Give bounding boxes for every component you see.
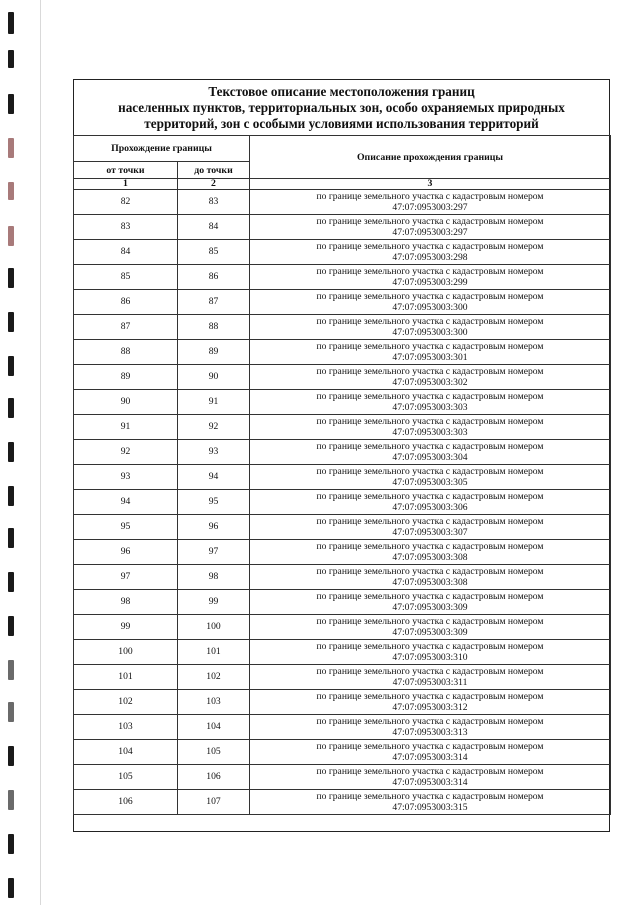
cadastral-number: 47:07:0953003:311 (392, 677, 468, 688)
table-row (74, 465, 611, 490)
description-text: по границе земельного участка с кадастровым номером (316, 190, 544, 202)
cadastral-number: 47:07:0953003:312 (392, 702, 468, 713)
cadastral-number: 47:07:0953003:299 (392, 277, 468, 288)
description-text: по границе земельного участка с кадастровым номером (316, 640, 544, 652)
to-point: 102 (178, 665, 250, 690)
binder-hole (8, 746, 14, 766)
boundary-description (250, 690, 611, 715)
to-point: 103 (178, 690, 250, 715)
table-row (74, 640, 611, 665)
from-point: 91 (74, 415, 178, 440)
to-point: 104 (178, 715, 250, 740)
boundary-table (73, 135, 611, 815)
binder-hole (8, 182, 14, 200)
header-to-point: до точки (178, 162, 250, 179)
description-text: по границе земельного участка с кадастровым номером (316, 365, 544, 377)
from-point: 83 (74, 215, 178, 240)
table-row (74, 515, 611, 540)
cadastral-number: 47:07:0953003:301 (392, 352, 468, 363)
description-text: по границе земельного участка с кадастровым номером (316, 615, 544, 627)
from-point: 90 (74, 390, 178, 415)
table-row (74, 540, 611, 565)
cadastral-number: 47:07:0953003:306 (392, 502, 468, 513)
boundary-description (250, 340, 611, 365)
binder-hole (8, 12, 14, 34)
column-number: 1 (74, 179, 178, 190)
binder-hole (8, 442, 14, 462)
description-text: по границе земельного участка с кадастровым номером (316, 565, 544, 577)
cadastral-number: 47:07:0953003:315 (392, 802, 468, 813)
boundary-description (250, 415, 611, 440)
to-point: 98 (178, 565, 250, 590)
cadastral-number: 47:07:0953003:309 (392, 602, 468, 613)
table-row (74, 340, 611, 365)
boundary-description (250, 390, 611, 415)
from-point: 98 (74, 590, 178, 615)
binder-hole (8, 790, 14, 810)
binder-hole (8, 312, 14, 332)
from-point: 97 (74, 565, 178, 590)
table-row (74, 240, 611, 265)
description-text: по границе земельного участка с кадастровым номером (316, 715, 544, 727)
boundary-description (250, 515, 611, 540)
description-text: по границе земельного участка с кадастровым номером (316, 240, 544, 252)
description-text: по границе земельного участка с кадастровым номером (316, 690, 544, 702)
table-row (74, 590, 611, 615)
binder-hole (8, 528, 14, 548)
cadastral-number: 47:07:0953003:309 (392, 627, 468, 638)
header-from-point: от точки (74, 162, 178, 179)
table-row (74, 790, 611, 815)
table-row (74, 415, 611, 440)
boundary-description (250, 440, 611, 465)
from-point: 100 (74, 640, 178, 665)
boundary-description (250, 790, 611, 815)
to-point: 91 (178, 390, 250, 415)
boundary-description (250, 665, 611, 690)
to-point: 89 (178, 340, 250, 365)
table-row (74, 615, 611, 640)
boundary-description (250, 615, 611, 640)
description-text: по границе земельного участка с кадастровым номером (316, 415, 544, 427)
table-row (74, 440, 611, 465)
boundary-description (250, 715, 611, 740)
cadastral-number: 47:07:0953003:303 (392, 427, 468, 438)
to-point: 107 (178, 790, 250, 815)
from-point: 94 (74, 490, 178, 515)
cadastral-number: 47:07:0953003:300 (392, 302, 468, 313)
description-text: по границе земельного участка с кадастровым номером (316, 740, 544, 752)
to-point: 106 (178, 765, 250, 790)
description-text: по границе земельного участка с кадастровым номером (316, 790, 544, 802)
to-point: 86 (178, 265, 250, 290)
description-text: по границе земельного участка с кадастровым номером (316, 265, 544, 277)
cadastral-number: 47:07:0953003:305 (392, 477, 468, 488)
cadastral-number: 47:07:0953003:314 (392, 752, 468, 763)
from-point: 102 (74, 690, 178, 715)
description-text: по границе земельного участка с кадастровым номером (316, 390, 544, 402)
to-point: 85 (178, 240, 250, 265)
from-point: 87 (74, 315, 178, 340)
description-text: по границе земельного участка с кадастровым номером (316, 315, 544, 327)
from-point: 99 (74, 615, 178, 640)
cadastral-number: 47:07:0953003:297 (392, 227, 468, 238)
to-point: 87 (178, 290, 250, 315)
cadastral-number: 47:07:0953003:302 (392, 377, 468, 388)
cadastral-number: 47:07:0953003:308 (392, 577, 468, 588)
title-line: Текстовое описание местоположения границ (208, 84, 475, 99)
table-row (74, 390, 611, 415)
table-row (74, 665, 611, 690)
table-row (74, 315, 611, 340)
table-row (74, 765, 611, 790)
from-point: 84 (74, 240, 178, 265)
description-text: по границе земельного участка с кадастровым номером (316, 465, 544, 477)
table-row (74, 690, 611, 715)
cadastral-number: 47:07:0953003:298 (392, 252, 468, 263)
cadastral-number: 47:07:0953003:304 (392, 452, 468, 463)
to-point: 94 (178, 465, 250, 490)
binder-hole (8, 138, 14, 158)
binder-hole (8, 572, 14, 592)
cadastral-number: 47:07:0953003:314 (392, 777, 468, 788)
to-point: 92 (178, 415, 250, 440)
boundary-description (250, 190, 611, 215)
cadastral-number: 47:07:0953003:308 (392, 552, 468, 563)
from-point: 101 (74, 665, 178, 690)
column-number: 3 (250, 179, 611, 190)
description-text: по границе земельного участка с кадастровым номером (316, 765, 544, 777)
binder-hole (8, 486, 14, 506)
binder-hole (8, 834, 14, 854)
boundary-description (250, 315, 611, 340)
table-row (74, 365, 611, 390)
binder-hole (8, 268, 14, 288)
binder-hole (8, 94, 14, 114)
description-text: по границе земельного участка с кадастровым номером (316, 215, 544, 227)
boundary-description (250, 290, 611, 315)
description-text: по границе земельного участка с кадастровым номером (316, 665, 544, 677)
from-point: 93 (74, 465, 178, 490)
to-point: 93 (178, 440, 250, 465)
boundary-description (250, 640, 611, 665)
document-frame (73, 79, 610, 832)
header-boundary-description: Описание прохождения границы (250, 136, 611, 179)
description-text: по границе земельного участка с кадастровым номером (316, 515, 544, 527)
description-text: по границе земельного участка с кадастровым номером (316, 590, 544, 602)
title-line: территорий, зон с особыми условиями использования территорий (144, 116, 539, 131)
to-point: 90 (178, 365, 250, 390)
from-point: 103 (74, 715, 178, 740)
from-point: 105 (74, 765, 178, 790)
boundary-description (250, 765, 611, 790)
binder-hole (8, 398, 14, 418)
from-point: 104 (74, 740, 178, 765)
binder-hole (8, 356, 14, 376)
title-line: населенных пунктов, территориальных зон, особо охраняемых природных (118, 100, 565, 115)
description-text: по границе земельного участка с кадастровым номером (316, 540, 544, 552)
column-number: 2 (178, 179, 250, 190)
from-point: 106 (74, 790, 178, 815)
cadastral-number: 47:07:0953003:300 (392, 327, 468, 338)
cadastral-number: 47:07:0953003:310 (392, 652, 468, 663)
table-row (74, 265, 611, 290)
binder-holes (8, 0, 22, 905)
boundary-description (250, 540, 611, 565)
table-row (74, 215, 611, 240)
to-point: 88 (178, 315, 250, 340)
from-point: 92 (74, 440, 178, 465)
table-row (74, 490, 611, 515)
description-text: по границе земельного участка с кадастровым номером (316, 440, 544, 452)
to-point: 83 (178, 190, 250, 215)
table-row (74, 715, 611, 740)
boundary-description (250, 240, 611, 265)
to-point: 96 (178, 515, 250, 540)
table-row (74, 290, 611, 315)
boundary-description (250, 565, 611, 590)
binder-hole (8, 878, 14, 898)
from-point: 82 (74, 190, 178, 215)
table-row (74, 565, 611, 590)
to-point: 97 (178, 540, 250, 565)
binder-hole (8, 660, 14, 680)
description-text: по границе земельного участка с кадастровым номером (316, 290, 544, 302)
header-boundary-passage: Прохождение границы (74, 136, 250, 162)
from-point: 89 (74, 365, 178, 390)
to-point: 101 (178, 640, 250, 665)
cadastral-number: 47:07:0953003:313 (392, 727, 468, 738)
from-point: 95 (74, 515, 178, 540)
to-point: 84 (178, 215, 250, 240)
boundary-description (250, 740, 611, 765)
binder-hole (8, 702, 14, 722)
to-point: 100 (178, 615, 250, 640)
boundary-description (250, 465, 611, 490)
boundary-description (250, 215, 611, 240)
cadastral-number: 47:07:0953003:303 (392, 402, 468, 413)
description-text: по границе земельного участка с кадастровым номером (316, 490, 544, 502)
document-title (74, 84, 609, 132)
to-point: 105 (178, 740, 250, 765)
boundary-description (250, 265, 611, 290)
boundary-description (250, 490, 611, 515)
cadastral-number: 47:07:0953003:297 (392, 202, 468, 213)
from-point: 86 (74, 290, 178, 315)
binder-hole (8, 50, 14, 68)
to-point: 99 (178, 590, 250, 615)
boundary-description (250, 590, 611, 615)
binder-hole (8, 226, 14, 246)
description-text: по границе земельного участка с кадастровым номером (316, 340, 544, 352)
from-point: 96 (74, 540, 178, 565)
table-row (74, 190, 611, 215)
cadastral-number: 47:07:0953003:307 (392, 527, 468, 538)
from-point: 85 (74, 265, 178, 290)
from-point: 88 (74, 340, 178, 365)
page-edge-line (40, 0, 41, 905)
table-row (74, 740, 611, 765)
binder-hole (8, 616, 14, 636)
boundary-description (250, 365, 611, 390)
to-point: 95 (178, 490, 250, 515)
